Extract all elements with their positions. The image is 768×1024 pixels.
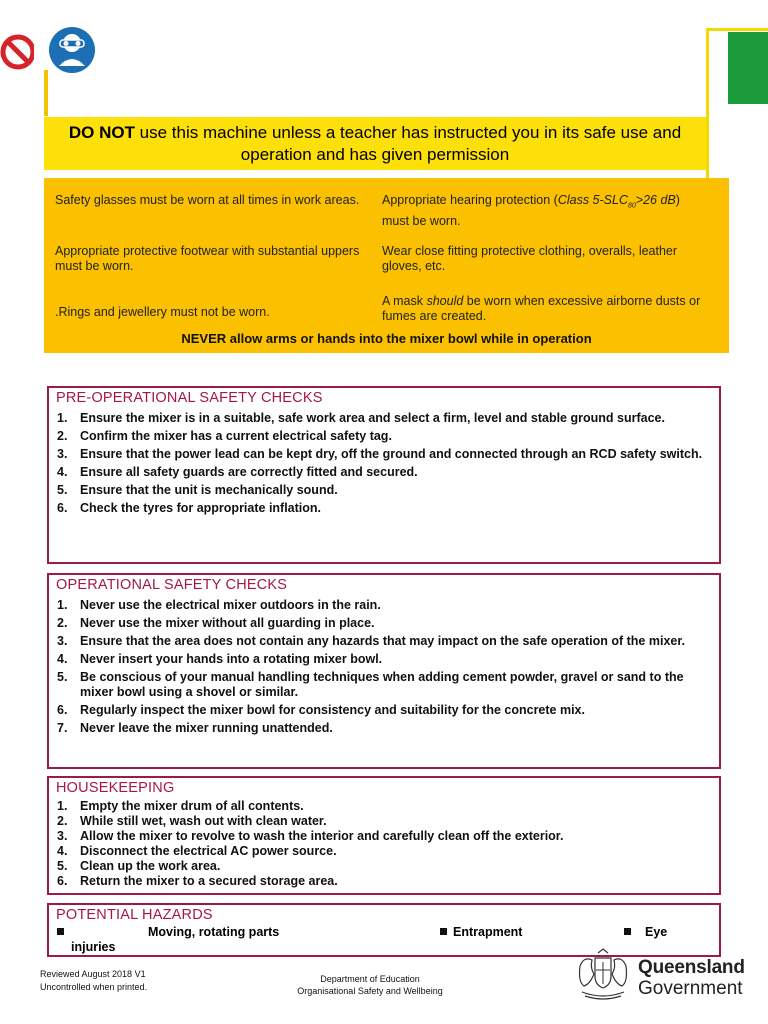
footer-review-note — [40, 968, 147, 994]
list-item: 2. While still wet, wash out with clean water. — [57, 814, 327, 828]
hazard-label: Eye — [645, 925, 668, 939]
footer-unit-name: Organisational Safety and Wellbeing — [297, 986, 443, 996]
ppe-mask — [382, 294, 702, 324]
frame-line-top — [706, 28, 768, 31]
ppe-rings: .Rings and jewellery must not be worn. — [55, 305, 270, 319]
no-entry-sign-icon — [0, 28, 40, 76]
list-item: 4. Ensure all safety guards are correctly fitted and secured. — [57, 465, 418, 479]
ppe-never-warning: NEVER allow arms or hands into the mixer bowl while in operation — [181, 331, 592, 346]
list-item-text: Never leave the mixer running unattended. — [80, 721, 333, 735]
list-item: 2. Confirm the mixer has a current electrical safety tag. — [57, 429, 392, 443]
green-corner-block — [728, 32, 768, 104]
list-item-text: Ensure that the power lead can be kept dry, off the ground and connected through an RCD safety switch. — [80, 447, 703, 461]
list-item: 3. Ensure that the power lead can be kept dry, off the ground and connected through an RCD safety switch. — [57, 447, 703, 461]
list-item: 5. Ensure that the unit is mechanically sound. — [57, 483, 338, 497]
frame-line-left — [44, 70, 48, 116]
list-item-text: Return the mixer to a secured storage area. — [80, 874, 338, 888]
section-title: PRE-OPERATIONAL SAFETY CHECKS — [56, 390, 323, 406]
list-item-text: Be conscious of your manual handling techniques when adding cement powder, gravel or sand to the mixer bowl using a shovel or similar. — [80, 670, 684, 699]
bullet-square-icon — [57, 928, 64, 935]
bullet-square-icon — [624, 928, 631, 935]
banner-emphasis: DO NOT — [68, 123, 135, 142]
list-item: 5. Be conscious of your manual handling techniques when adding cement powder, gravel or sand to the mixer bowl using a shovel or similar. — [57, 670, 684, 699]
hazard-eye-continued: injuries — [71, 940, 116, 954]
list-item-text: Disconnect the electrical AC power source. — [80, 844, 337, 858]
list-item-text: Ensure all safety guards are correctly fitted and secured. — [80, 465, 418, 479]
section-title: POTENTIAL HAZARDS — [56, 907, 213, 923]
section-title: OPERATIONAL SAFETY CHECKS — [56, 577, 288, 593]
safety-goggles-mandatory-icon — [48, 26, 96, 74]
operational-list — [54, 598, 709, 739]
queensland-coat-of-arms-icon — [574, 946, 632, 1002]
hazard-moving-parts — [57, 925, 279, 940]
section-title: HOUSEKEEPING — [56, 780, 175, 796]
ppe-mask-emphasis: should — [426, 294, 464, 308]
list-item-text: Never use the mixer without all guarding in place. — [80, 616, 375, 630]
list-item: 6. Check the tyres for appropriate inflation. — [57, 501, 322, 515]
list-item: 2. Never use the mixer without all guarding in place. — [57, 616, 375, 630]
warning-banner — [44, 117, 706, 170]
list-item: 7. Never leave the mixer running unattended. — [57, 721, 333, 735]
ppe-mask-post: be worn when excessive airborne dusts or fumes are created. — [382, 294, 701, 323]
banner-text: use this machine unless a teacher has instructed you in its safe use and operation and has given permission — [134, 123, 682, 164]
ppe-requirements — [44, 178, 729, 353]
list-item: 1. Never use the electrical mixer outdoors in the rain. — [57, 598, 381, 612]
housekeeping-list — [54, 799, 709, 889]
list-item-text: Check the tyres for appropriate inflation. — [80, 501, 322, 515]
hazard-eye — [624, 925, 667, 940]
hazard-label: Moving, rotating parts — [148, 925, 280, 939]
list-item: 3. Allow the mixer to revolve to wash the interior and carefully clean off the exterior. — [57, 829, 564, 843]
housekeeping-section — [47, 776, 721, 895]
footer-reviewed: Reviewed August 2018 V1 — [40, 969, 146, 979]
list-item-text: Confirm the mixer has a current electrical safety tag. — [80, 429, 392, 443]
list-item-text: Ensure that the unit is mechanically sound. — [80, 483, 338, 497]
list-item-text: Ensure the mixer is in a suitable, safe work area and select a firm, level and stable ground surface. — [80, 411, 665, 425]
list-item-text: Empty the mixer drum of all contents. — [80, 799, 304, 813]
ppe-hearing-pre: Appropriate hearing protection ( — [382, 193, 558, 207]
list-item: 1. Ensure the mixer is in a suitable, safe work area and select a firm, level and stable ground surface. — [57, 411, 665, 425]
hazard-entrapment — [440, 925, 522, 940]
pre-operational-list — [54, 411, 709, 519]
list-item: 5. Clean up the work area. — [57, 859, 221, 873]
hazard-label: Entrapment — [453, 925, 523, 939]
brand-name: Queensland — [638, 957, 745, 978]
ppe-hearing-class: Class 5-SLC — [557, 193, 628, 207]
ppe-mask-pre: A mask — [382, 294, 427, 308]
list-item-text: Never use the electrical mixer outdoors in the rain. — [80, 598, 381, 612]
list-item-text: While still wet, wash out with clean water. — [80, 814, 327, 828]
list-item: 6. Regularly inspect the mixer bowl for consistency and suitability for the concrete mix. — [57, 703, 585, 717]
list-item: 1. Empty the mixer drum of all contents. — [57, 799, 304, 813]
list-item: 4. Never insert your hands into a rotating mixer bowl. — [57, 652, 383, 666]
list-item: 6. Return the mixer to a secured storage area. — [57, 874, 338, 888]
footer-uncontrolled: Uncontrolled when printed. — [40, 982, 148, 992]
brand-subtitle: Government — [638, 978, 743, 999]
list-item: 4. Disconnect the electrical AC power source. — [57, 844, 337, 858]
ppe-hearing-value: >26 dB — [635, 193, 676, 207]
ppe-hearing — [382, 193, 702, 229]
ppe-safety-glasses: Safety glasses must be worn at all times in work areas. — [55, 193, 360, 207]
list-item-text: Clean up the work area. — [80, 859, 221, 873]
ppe-hearing-sub: 80 — [627, 202, 636, 210]
list-item-text: Regularly inspect the mixer bowl for consistency and suitability for the concrete mix. — [80, 703, 585, 717]
operational-section — [47, 573, 721, 769]
list-item: 3. Ensure that the area does not contain any hazards that may impact on the safe operation of the mixer. — [57, 634, 685, 648]
ppe-hearing-post: ) must be worn. — [382, 193, 680, 228]
ppe-footwear: Appropriate protective footwear with substantial uppers must be worn. — [55, 244, 360, 273]
list-item-text: Ensure that the area does not contain any hazards that may impact on the safe operation of the mixer. — [80, 634, 685, 648]
pre-operational-section — [47, 386, 721, 564]
ppe-clothing: Wear close fitting protective clothing, overalls, leather gloves, etc. — [382, 244, 678, 273]
list-item-text: Never insert your hands into a rotating mixer bowl. — [80, 652, 383, 666]
frame-line-right — [706, 28, 709, 178]
footer-department — [230, 973, 510, 997]
list-item-text: Allow the mixer to revolve to wash the interior and carefully clean off the exterior. — [80, 829, 564, 843]
bullet-square-icon — [440, 928, 447, 935]
footer-department-name: Department of Education — [320, 974, 420, 984]
